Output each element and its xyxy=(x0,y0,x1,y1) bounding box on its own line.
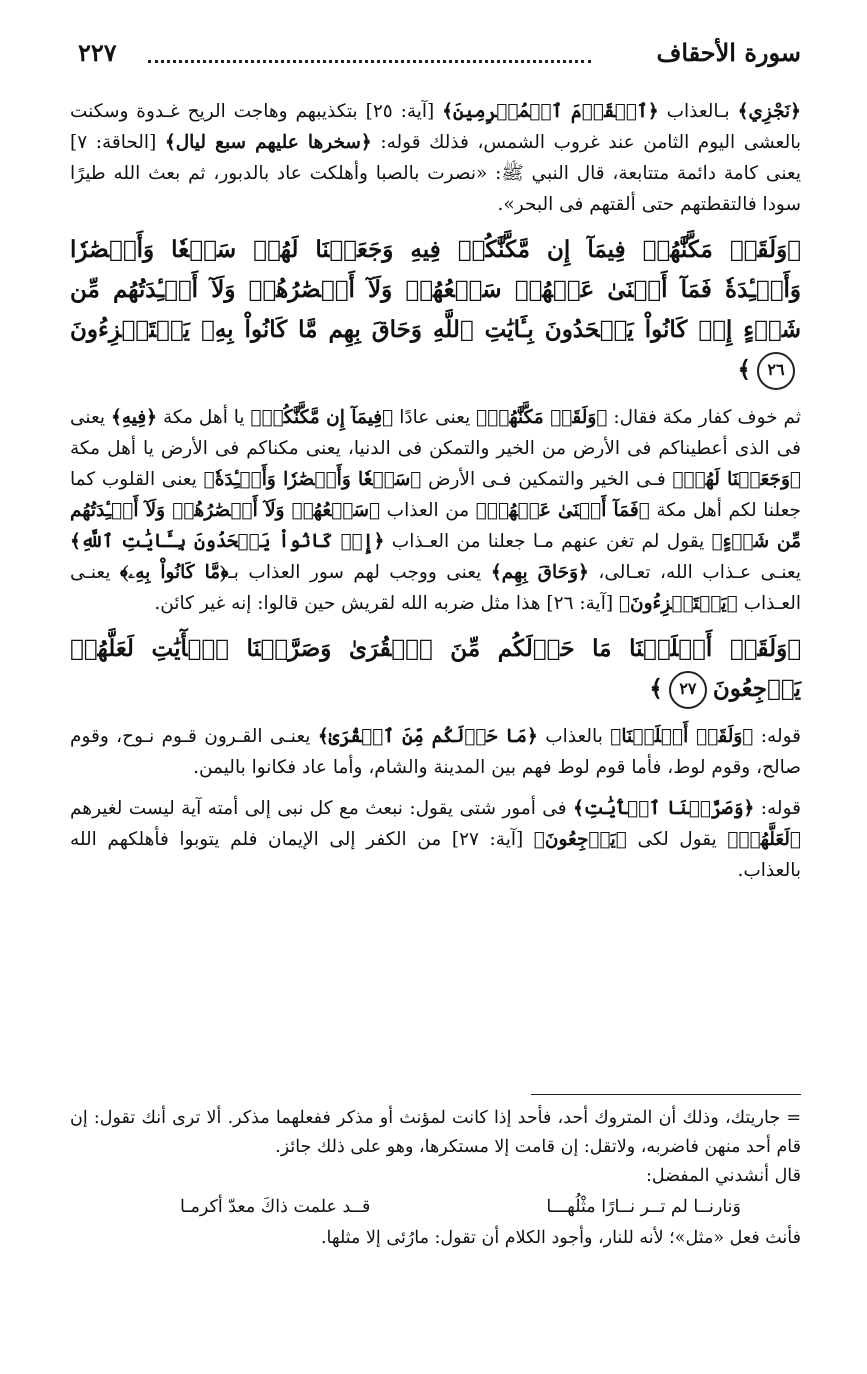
quran-quote: ﴿فِيهِ﴾ xyxy=(111,407,158,428)
page-number: ٢٢٧ xyxy=(78,38,117,67)
text-span: قوله: xyxy=(754,798,801,819)
quran-quote-bold: ﴿سخرها عليهم سبع ليال﴾ xyxy=(164,132,372,153)
quran-quote: ﴿فِيمَآ إِن مَّكَّنَّٰكُمۡ﴾ xyxy=(250,407,394,428)
quran-quote: ﴿وَحَاقَ بِهِم﴾ xyxy=(490,562,589,583)
verse-text: ﴿وَلَقَدۡ مَكَّنَّٰهُمۡ فِيمَآ إِن مَّكَّنَّٰكُمۡ فِيهِ وَجَعَلۡنَا لَهُمۡ سَمۡعٗا وَأَبۡصَٰرٗا وَأَفۡـِٔدَةٗ فَمَآ أَغۡنَىٰ عَنۡهُمۡ سَمۡعُهُمۡ وَلَآ أَبۡصَٰرُهُمۡ وَلَآ أَفۡـِٔدَتُهُم مِّن شَيۡءٍ إِذۡ كَانُواْ يَجۡحَدُونَ بِـَٔايَٰتِ ٱللَّهِ وَحَاقَ بِهِم مَّا كَانُواْ بِهِۦ يَسۡتَهۡزِءُونَ xyxy=(70,236,801,343)
quran-quote: ﴿نَجْزِي﴾ xyxy=(737,101,802,122)
page-body xyxy=(70,96,801,896)
quran-quote: ﴿لَعَلَّهُمۡ﴾ xyxy=(727,829,802,850)
footnote-line: فأنث فعل «مثل»؛ لأنه للنار، وأجود الكلام أن تقول: مارُئى إلا مثلها. xyxy=(320,1228,801,1248)
quran-quote: ﴿سَمۡعُهُمۡ وَلَآ أَبۡصَٰرُهُمۡ وَلَآ أَفۡـِٔدَتُهُم مِّن شَيۡءٍ﴾ xyxy=(70,500,801,552)
poem-verse xyxy=(70,1193,801,1222)
text-span: يعنى عادًا xyxy=(393,407,477,428)
text-span: يعنى القلوب كما جعلنا لكم أهل مكة xyxy=(70,469,801,521)
verse-close-bracket: ﴾ xyxy=(649,675,663,702)
quran-quote: ﴿وَجَعَلۡنَا لَهُمۡ﴾ xyxy=(672,469,802,490)
text-span: [آية: ٢٧] من الكفر إلى الإيمان فلم يتوبوا فأهلكهم الله بالعذاب. xyxy=(70,829,801,881)
text-span: يعنـى العـذاب xyxy=(70,562,801,614)
quran-quote: ﴿فَمَآ أَغۡنَىٰ عَنۡهُمۡ﴾ xyxy=(475,500,650,521)
paragraph-1 xyxy=(70,96,801,220)
quran-quote: ﴿وَصَرَّفۡنَا ٱلۡأٓيَٰتِ﴾ xyxy=(572,798,755,819)
poem-first-hemistich: وَنارنــا لم تــر نــارًا مثْلُهـــا xyxy=(546,1197,741,1217)
quran-quote: ﴿مَّا كَانُواْ بِهِۦ﴾ xyxy=(119,562,229,583)
text-span: يقول لكى xyxy=(626,829,728,850)
quran-quote: ﴿إِذۡ كَانُواْ يَجۡحَدُونَ بِـَٔايَٰتِ ٱللَّهِ﴾ xyxy=(70,531,385,552)
footnote-line: قال أنشدني المفضل: xyxy=(645,1166,801,1186)
text-span: يعنـى القـرون قـوم نـوح، وقوم صالح، وقوم لوط، فأما قوم لوط فهم بين المدينة والشام، وأما عاد فكانوا باليمن. xyxy=(70,726,801,778)
text-span: يعنى فى الذى أعطيناكم فى الأرض من الخير والتمكن فى الدنيا، يعنى مكناكم فى الأرض يا أهل مكة xyxy=(70,407,801,459)
surah-title: سورة الأحقاف xyxy=(656,38,801,67)
footnote-line: = جاريتك، وذلك أن المتروك أحد، فأحد إذا كانت لمؤنث أو مذكر ففعلهما مذكر. ألا ترى أنك تقول: إن قام أحد منهن فاضربه، ولاتقل: إن قامت إلا مستكرها، وهو على ذلك جائز. xyxy=(70,1108,801,1157)
text-span: من العذاب xyxy=(380,500,476,521)
quran-quote: ﴿يَرۡجِعُونَ﴾ xyxy=(533,829,627,850)
text-span: ثم خوف كفار مكة فقال: xyxy=(607,407,801,428)
text-span: يعنـى عـذاب الله، تعـالى، xyxy=(588,562,801,583)
verse-text: ﴿وَلَقَدۡ أَهۡلَكۡنَا مَا حَوۡلَكُم مِّنَ ٱلۡقُرَىٰ وَصَرَّفۡنَا ٱلۡأٓيَٰتِ لَعَلَّهُمۡ يَرۡجِعُونَ xyxy=(70,635,801,702)
text-span: يا أهل مكة xyxy=(157,407,251,428)
header-dotted-leader xyxy=(148,60,591,63)
quran-quote: ﴿ٱلۡقَوۡمَ ٱلۡمُجۡرِمِينَ﴾ xyxy=(442,101,659,122)
text-span: [آية: ٢٦] هذا مثل ضربه الله لقريش حين قالوا: إنه غير كائن. xyxy=(154,593,619,614)
quran-quote: ﴿مَا حَوۡلَكُم مِّنَ ٱلۡقُرَىٰ﴾ xyxy=(317,726,538,747)
page-header xyxy=(78,38,801,78)
poem-second-hemistich: قــد علمت ذاكَ معدّ أكرمـا xyxy=(180,1197,371,1217)
text-span: [الحاقة: ٧] يعنى كامة دائمة متتابعة، قال النبي ﷺ: «نصرت بالصبا وأهلكت عاد بالدبور، ثم بعث الله طيرًا سودا فالتقطتهم حتى ألقتهم فى البحر». xyxy=(70,132,801,215)
quran-quote: ﴿سَمۡعٗا وَأَبۡصَٰرٗا وَأَفۡـِٔدَةٗ﴾ xyxy=(203,469,422,490)
paragraph-3 xyxy=(70,721,801,783)
paragraph-2 xyxy=(70,402,801,619)
text-span: [آية: ٢٥] بتكذيبهم وهاجت الريح غـدوة وسكنت بالعشى اليوم الثامن عند غروب الشمس، فذلك قوله: xyxy=(70,101,801,153)
ayah-number-marker: ٢٦ xyxy=(757,352,795,390)
quran-quote: ﴿وَلَقَدۡ مَكَّنَّٰهُمۡ﴾ xyxy=(476,407,608,428)
footnote-separator xyxy=(531,1094,801,1095)
verse-27 xyxy=(70,629,801,709)
quran-quote: ﴿وَلَقَدۡ أَهۡلَكۡنَا﴾ xyxy=(610,726,754,747)
ayah-number-marker: ٢٧ xyxy=(669,671,707,709)
text-span: فـى الخير والتمكين فـى الأرض xyxy=(421,469,673,490)
text-span: بالعذاب xyxy=(537,726,611,747)
text-span: يعنى ووجب لهم سور العذاب بـ xyxy=(228,562,491,583)
text-span: بـالعذاب xyxy=(658,101,738,122)
paragraph-4 xyxy=(70,793,801,886)
text-span: فى أمور شتى يقول: نبعث مع كل نبى إلى أمته آية ليست لغيرهم xyxy=(70,798,573,819)
quran-quote: ﴿يَسۡتَهۡزِءُونَ﴾ xyxy=(618,593,738,614)
text-span: يقول لم تغن عنهم مـا جعلنا من العـذاب xyxy=(384,531,712,552)
footnotes xyxy=(70,1104,801,1253)
verse-close-bracket: ﴾ xyxy=(737,356,751,383)
text-span: قوله: xyxy=(753,726,801,747)
verse-26 xyxy=(70,230,801,390)
